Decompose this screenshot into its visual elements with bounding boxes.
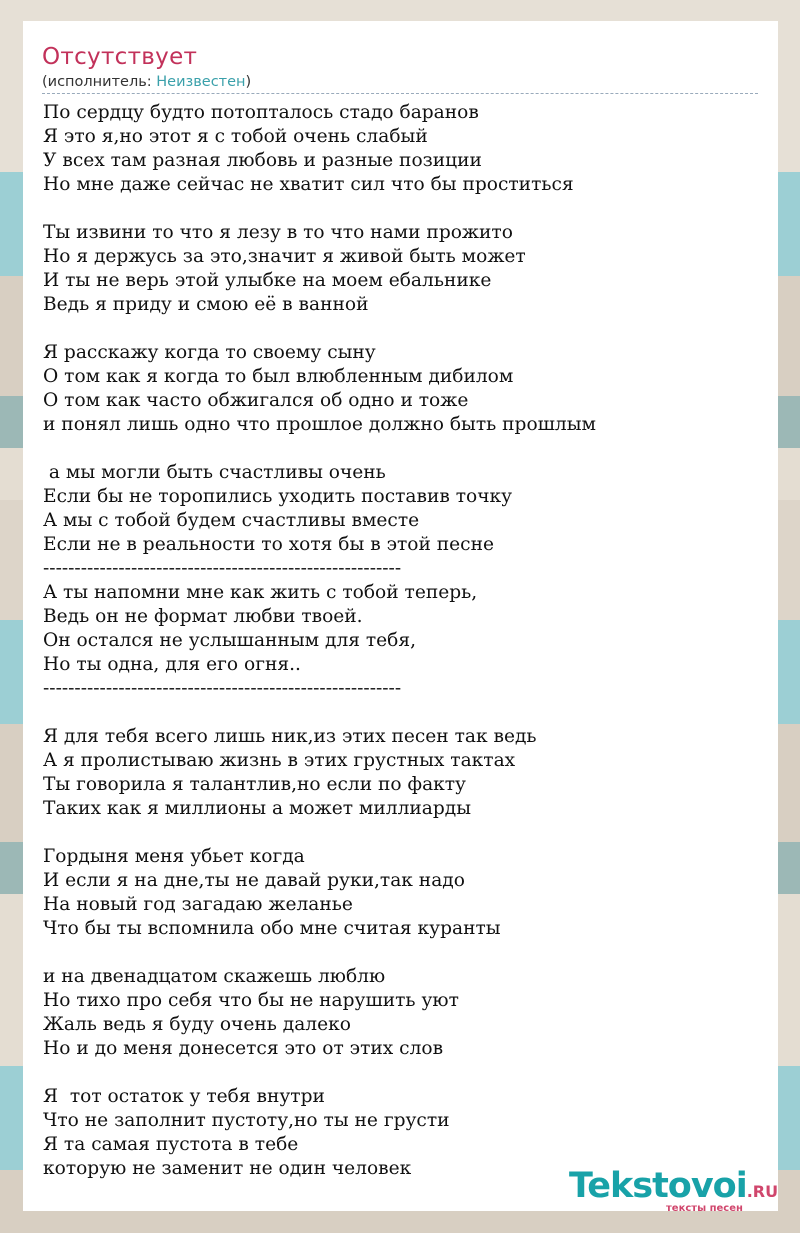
lyrics-card	[23, 21, 779, 1214]
lyric-line	[43, 1061, 763, 1085]
site-logo[interactable]	[569, 1166, 778, 1212]
lyric-line: Жаль ведь я буду очень далеко	[43, 1014, 351, 1035]
lyric-line: Я для тебя всего лишь ник,из этих песен так ведь	[43, 726, 537, 747]
lyric-line	[43, 317, 763, 341]
lyric-line: Что бы ты вспомнила обо мне считая куранты	[43, 918, 501, 939]
lyric-line: Но я держусь за это,значит я живой быть может	[43, 246, 526, 267]
lyric-line	[43, 197, 763, 221]
lyric-line: Я это я,но этот я с тобой очень слабый	[43, 126, 428, 147]
lyrics-body	[43, 101, 763, 1181]
lyric-line: Но ты одна, для его огня..	[43, 654, 301, 675]
artist-prefix: (исполнитель:	[42, 74, 157, 90]
logo-tagline: тексты песен	[666, 1203, 743, 1214]
lyric-line: По сердцу будто потопталось стадо баранов	[43, 102, 479, 123]
lyric-line: Я та самая пустота в тебе	[43, 1134, 299, 1155]
lyric-line: У всех там разная любовь и разные позиции	[43, 150, 482, 171]
lyric-line: Если бы не торопились уходить поставив точку	[43, 486, 513, 507]
artist-link[interactable]: Неизвестен	[156, 74, 246, 90]
lyric-line: которую не заменит не один человек	[43, 1158, 412, 1179]
lyric-line: и понял лишь одно что прошлое должно быть прошлым	[43, 414, 597, 435]
lyric-line: и на двенадцатом скажешь люблю	[43, 966, 386, 987]
lyric-line: Ты говорила я талантлив,но если по факту	[43, 774, 466, 795]
lyric-line: Он остался не услышанным для тебя,	[43, 630, 417, 651]
lyric-line: А мы с тобой будем счастливы вместе	[43, 510, 420, 531]
lyric-line	[43, 437, 763, 461]
lyric-line: О том как часто обжигался об одно и тоже	[43, 390, 469, 411]
lyric-line: Но тихо про себя что бы не нарушить уют	[43, 990, 459, 1011]
lyric-line: а мы могли быть счастливы очень	[43, 462, 386, 483]
lyric-line: Ведь я приду и смою её в ванной	[43, 294, 369, 315]
lyric-line: И ты не верь этой улыбке на моем ебальнике	[43, 270, 492, 291]
logo-name: Tekstovoi	[569, 1166, 747, 1206]
lyric-line: Но мне даже сейчас не хватит сил что бы проститься	[43, 174, 574, 195]
lyric-line	[43, 821, 763, 845]
lyric-line: А ты напомни мне как жить с тобой теперь,	[43, 582, 478, 603]
artist-line	[42, 72, 758, 92]
lyric-line: Если не в реальности то хотя бы в этой песне	[43, 534, 494, 555]
lyric-line: ---------------------------------------------------------	[43, 678, 402, 699]
lyric-line: Гордыня меня убьет когда	[43, 846, 305, 867]
lyric-line: Ведь он не формат любви твоей.	[43, 606, 363, 627]
header-divider	[42, 93, 758, 94]
lyric-line: Но и до меня донесется это от этих слов	[43, 1038, 444, 1059]
song-title: Отсутствует	[42, 44, 198, 70]
lyric-line	[43, 701, 763, 725]
artist-suffix: )	[245, 74, 252, 90]
logo-tld: .RU	[746, 1182, 779, 1201]
lyric-line	[43, 941, 763, 965]
song-header	[42, 43, 758, 94]
lyric-line: На новый год загадаю желанье	[43, 894, 353, 915]
lyric-line: Я тот остаток у тебя внутри	[43, 1086, 325, 1107]
lyric-line: Таких как я миллионы а может миллиарды	[43, 798, 472, 819]
lyric-line: Ты извини то что я лезу в то что нами прожито	[43, 222, 513, 243]
lyric-line: А я пролистываю жизнь в этих грустных тактах	[43, 750, 516, 771]
lyric-line: Что не заполнит пустоту,но ты не грусти	[43, 1110, 450, 1131]
lyric-line: О том как я когда то был влюбленным дибилом	[43, 366, 514, 387]
lyric-line: И если я на дне,ты не давай руки,так надо	[43, 870, 465, 891]
lyric-line: ---------------------------------------------------------	[43, 558, 402, 579]
lyric-line: Я расскажу когда то своему сыну	[43, 342, 376, 363]
